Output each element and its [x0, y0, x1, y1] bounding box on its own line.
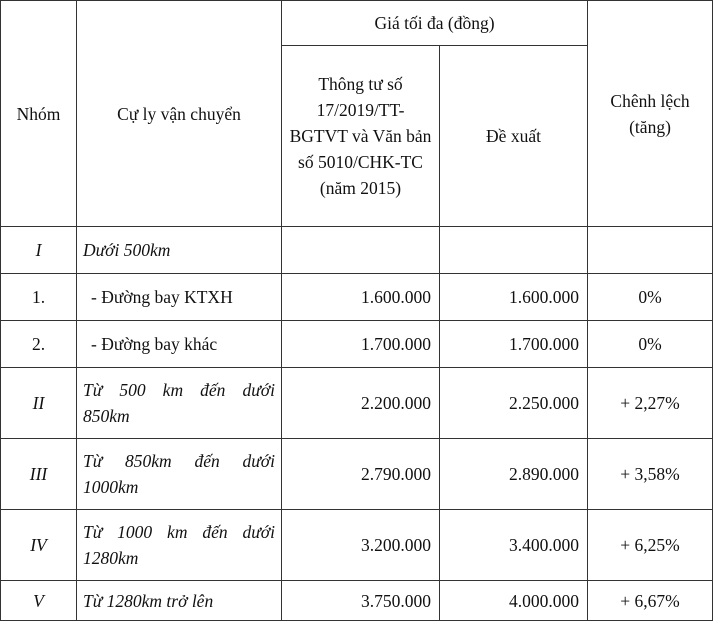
difference-cell: + 2,27% [588, 368, 713, 439]
table-row [1, 274, 713, 321]
difference-cell: + 3,58% [588, 439, 713, 510]
difference-cell: 0% [588, 274, 713, 321]
distance-cell: Từ 500 km đến dưới 850km [77, 368, 282, 439]
header-circular: Thông tư số 17/2019/TT-BGTVT và Văn bản số 5010/CHK-TC (năm 2015) [282, 46, 440, 227]
group-cell: II [1, 368, 77, 439]
current-price-cell: 2.790.000 [282, 439, 440, 510]
table-row [1, 368, 713, 439]
group-cell: 2. [1, 321, 77, 368]
group-cell: III [1, 439, 77, 510]
current-price-cell: 2.200.000 [282, 368, 440, 439]
distance-cell: Từ 850km đến dưới 1000km [77, 439, 282, 510]
table-row [1, 581, 713, 621]
distance-cell: Dưới 500km [77, 227, 282, 274]
current-price-cell [282, 227, 440, 274]
proposal-price-cell: 3.400.000 [440, 510, 588, 581]
proposal-price-cell: 1.700.000 [440, 321, 588, 368]
header-difference: Chênh lệch (tăng) [588, 1, 713, 227]
table-row [1, 510, 713, 581]
current-price-cell: 3.200.000 [282, 510, 440, 581]
proposal-price-cell: 1.600.000 [440, 274, 588, 321]
proposal-price-cell [440, 227, 588, 274]
header-group: Nhóm [1, 1, 77, 227]
proposal-price-cell: 2.890.000 [440, 439, 588, 510]
group-cell: 1. [1, 274, 77, 321]
current-price-cell: 3.750.000 [282, 581, 440, 621]
difference-cell: 0% [588, 321, 713, 368]
group-cell: V [1, 581, 77, 621]
header-distance: Cự ly vận chuyển [77, 1, 282, 227]
distance-cell: - Đường bay khác [77, 321, 282, 368]
header-max-price: Giá tối đa (đồng) [282, 1, 588, 46]
current-price-cell: 1.700.000 [282, 321, 440, 368]
difference-cell: + 6,67% [588, 581, 713, 621]
group-cell: IV [1, 510, 77, 581]
proposal-price-cell: 2.250.000 [440, 368, 588, 439]
table-row [1, 227, 713, 274]
distance-cell: Từ 1000 km đến dưới 1280km [77, 510, 282, 581]
table-row [1, 321, 713, 368]
current-price-cell: 1.600.000 [282, 274, 440, 321]
difference-cell: + 6,25% [588, 510, 713, 581]
distance-cell: Từ 1280km trở lên [77, 581, 282, 621]
header-proposal: Đề xuất [440, 46, 588, 227]
difference-cell [588, 227, 713, 274]
proposal-price-cell: 4.000.000 [440, 581, 588, 621]
table-row [1, 439, 713, 510]
group-cell: I [1, 227, 77, 274]
distance-cell: - Đường bay KTXH [77, 274, 282, 321]
